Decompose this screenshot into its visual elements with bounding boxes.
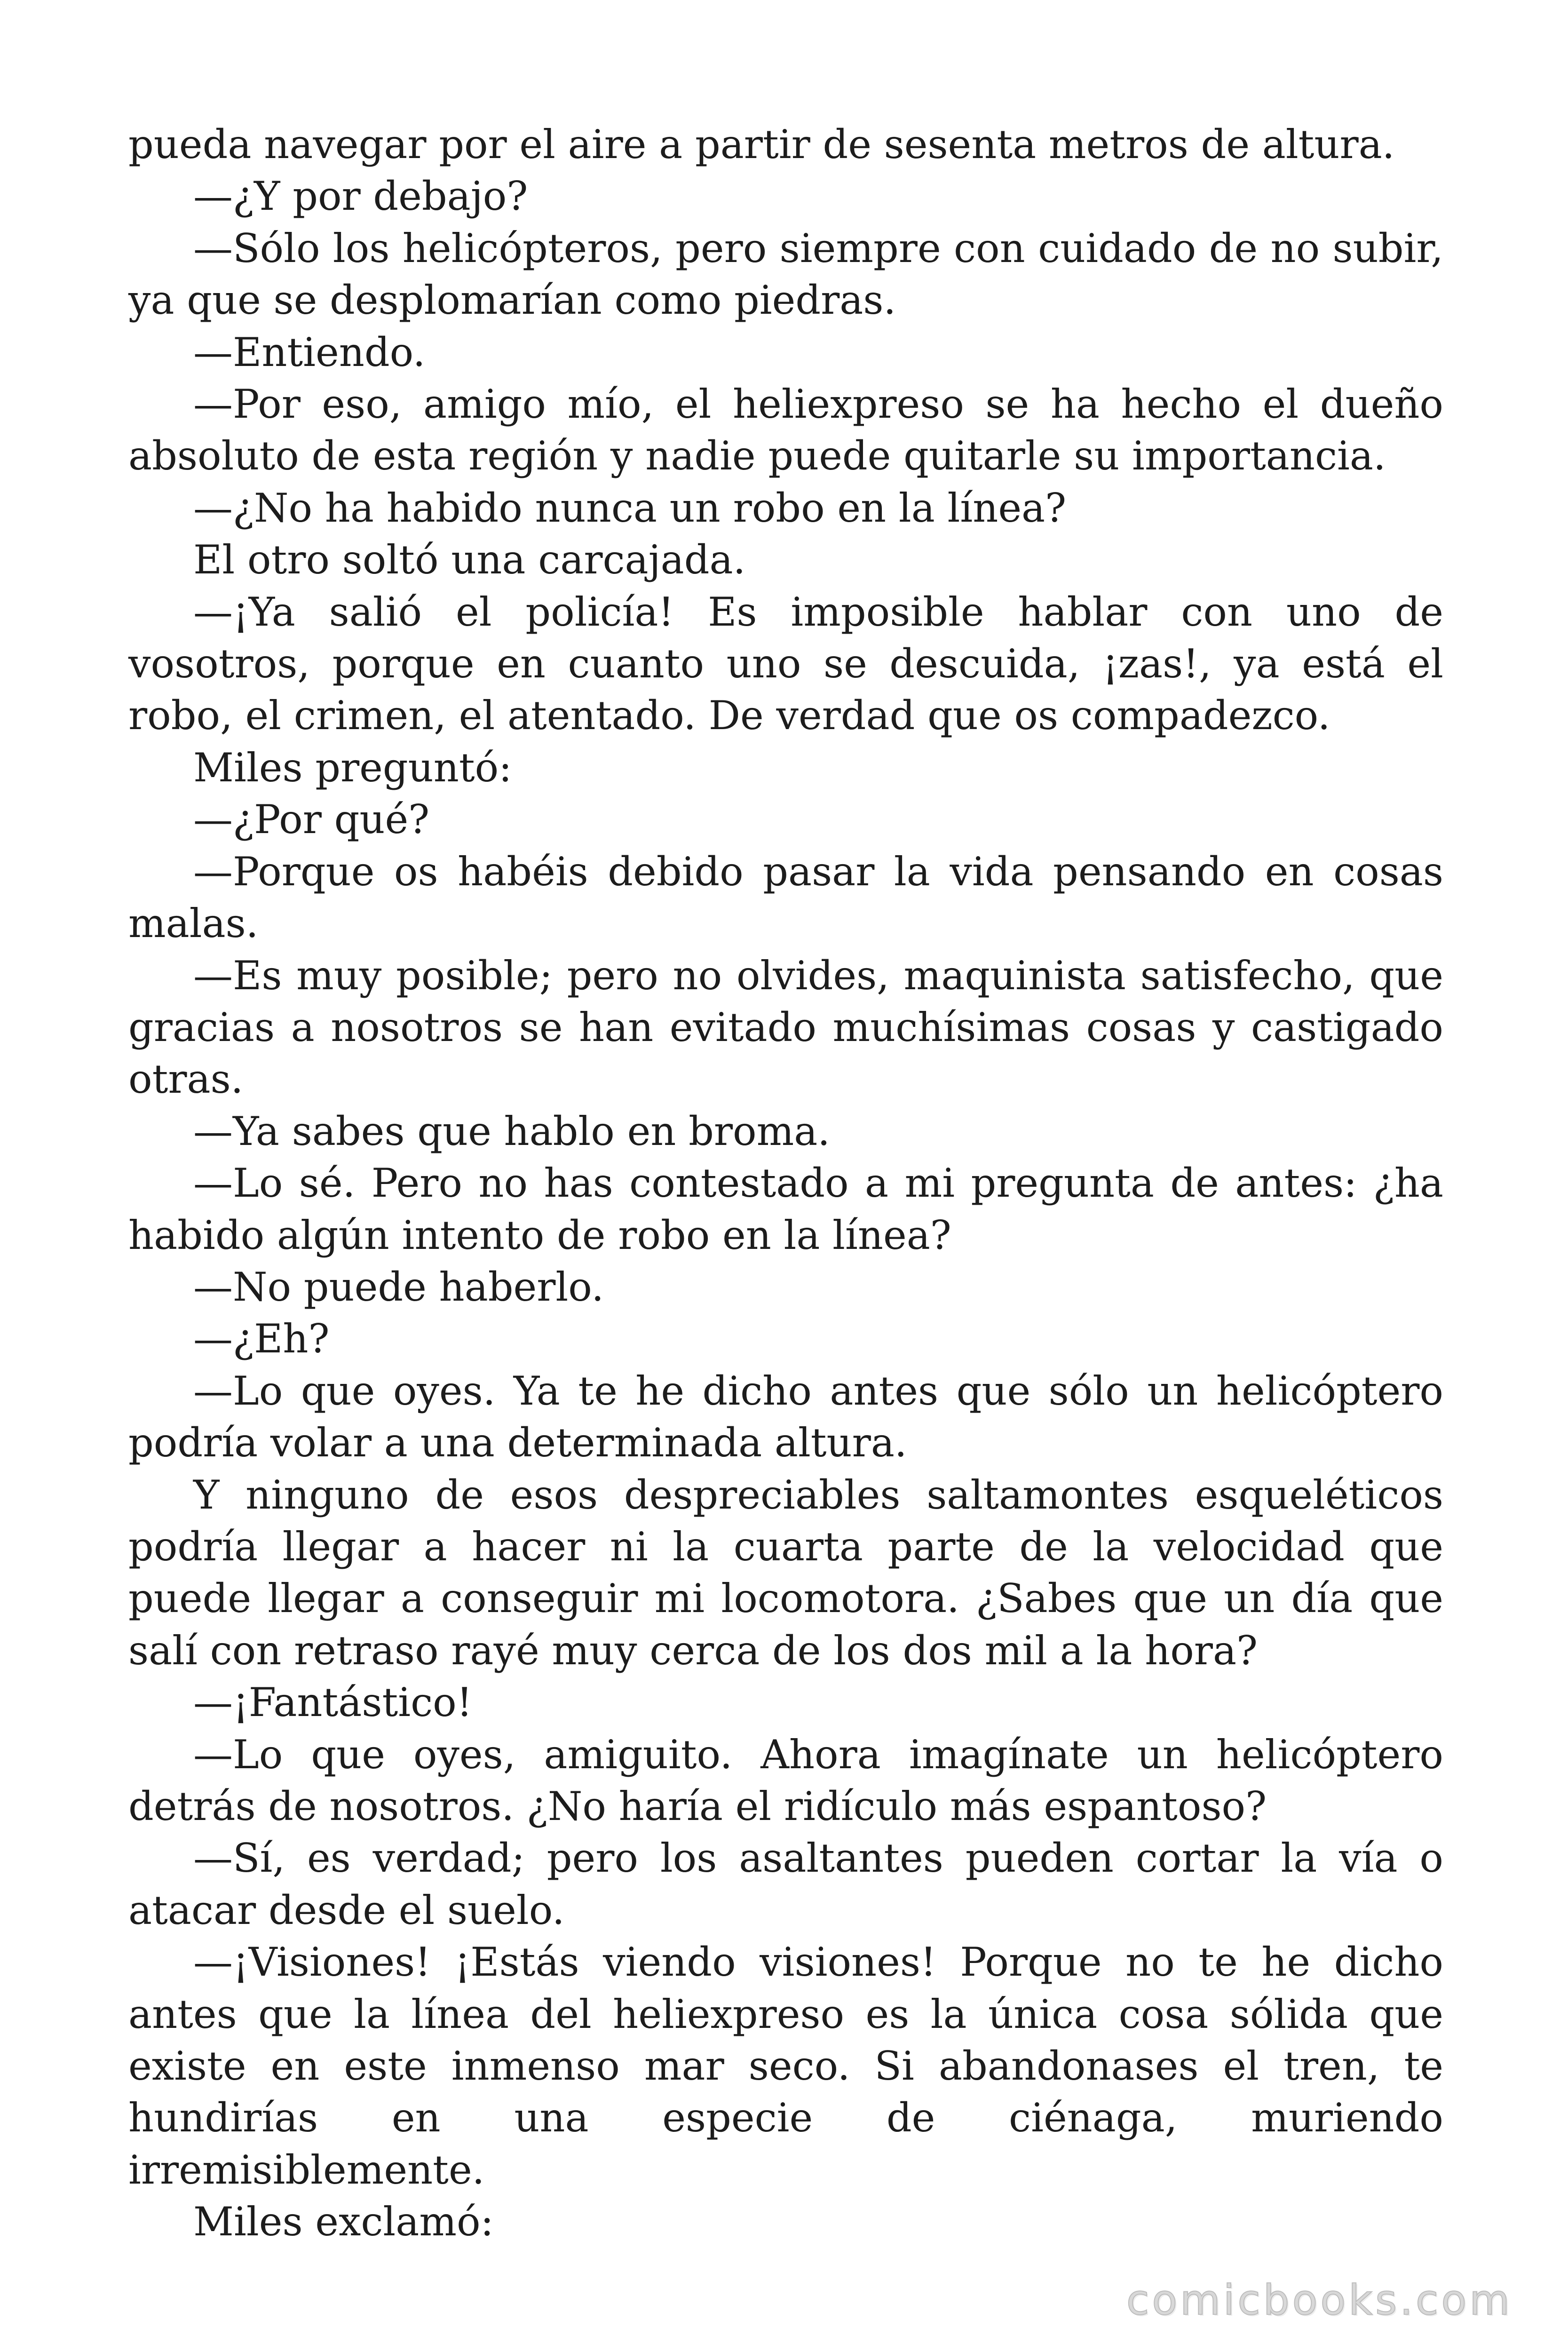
- page-text: [128, 119, 1443, 2248]
- paragraph: —¿Eh?: [193, 1316, 330, 1362]
- paragraph: —Lo que oyes. Ya te he dicho antes que sólo un helicóptero podría volar a una determinada altura.: [128, 1367, 1443, 1466]
- paragraph: —Lo que oyes, amiguito. Ahora imagínate un helicóptero detrás de nosotros. ¿No haría el ridículo más espantoso?: [128, 1731, 1443, 1829]
- paragraph: —Lo sé. Pero no has contestado a mi pregunta de antes: ¿ha habido algún intento de robo en la línea?: [128, 1160, 1443, 1258]
- paragraph: —Ya sabes que hablo en broma.: [193, 1108, 831, 1154]
- watermark: comicbooks.com: [1126, 2276, 1513, 2324]
- paragraph: —¿No ha habido nunca un robo en la línea?: [193, 485, 1067, 531]
- paragraph: —¡Fantástico!: [193, 1679, 473, 1726]
- paragraph: —Por eso, amigo mío, el heliexpreso se ha hecho el dueño absoluto de esta región y nadie puede quitarle su importancia.: [128, 381, 1443, 479]
- paragraph: —Porque os habéis debido pasar la vida pensando en cosas malas.: [128, 848, 1443, 947]
- paragraph: —Entiendo.: [193, 329, 426, 375]
- paragraph: Miles preguntó:: [193, 744, 512, 791]
- paragraph: —¿Y por debajo?: [193, 173, 528, 220]
- paragraph: El otro soltó una carcajada.: [193, 537, 746, 583]
- paragraph-continuation: pueda navegar por el aire a partir de sesenta metros de altura.: [128, 121, 1395, 167]
- paragraph: —¡Visiones! ¡Estás viendo visiones! Porque no te he dicho antes que la línea del heliexpreso es la única cosa sólida que existe en este inmenso mar seco. Si abandonases el tren, te hundirías en una especie de ciénaga, muriendo irremisiblemente.: [128, 1939, 1443, 2193]
- paragraph: —¡Ya salió el policía! Es imposible hablar con uno de vosotros, porque en cuanto uno se descuida, ¡zas!, ya está el robo, el crimen, el atentado. De verdad que os compadezco.: [128, 588, 1443, 739]
- paragraph: Miles exclamó:: [193, 2199, 494, 2245]
- paragraph: Y ninguno de esos despreciables saltamontes esqueléticos podría llegar a hacer ni la cuarta parte de la velocidad que puede llegar a conseguir mi locomotora. ¿Sabes que un día que salí con retraso rayé muy cerca de los dos mil a la hora?: [128, 1471, 1443, 1674]
- paragraph: —Es muy posible; pero no olvides, maquinista satisfecho, que gracias a nosotros se han evitado muchísimas cosas y castigado otras.: [128, 952, 1443, 1103]
- paragraph: —Sí, es verdad; pero los asaltantes pueden cortar la vía o atacar desde el suelo.: [128, 1835, 1443, 1933]
- paragraph: —No puede haberlo.: [193, 1263, 604, 1310]
- paragraph: —Sólo los helicópteros, pero siempre con cuidado de no subir, ya que se desplomarían como piedras.: [128, 225, 1443, 324]
- paragraph: —¿Por qué?: [193, 796, 430, 843]
